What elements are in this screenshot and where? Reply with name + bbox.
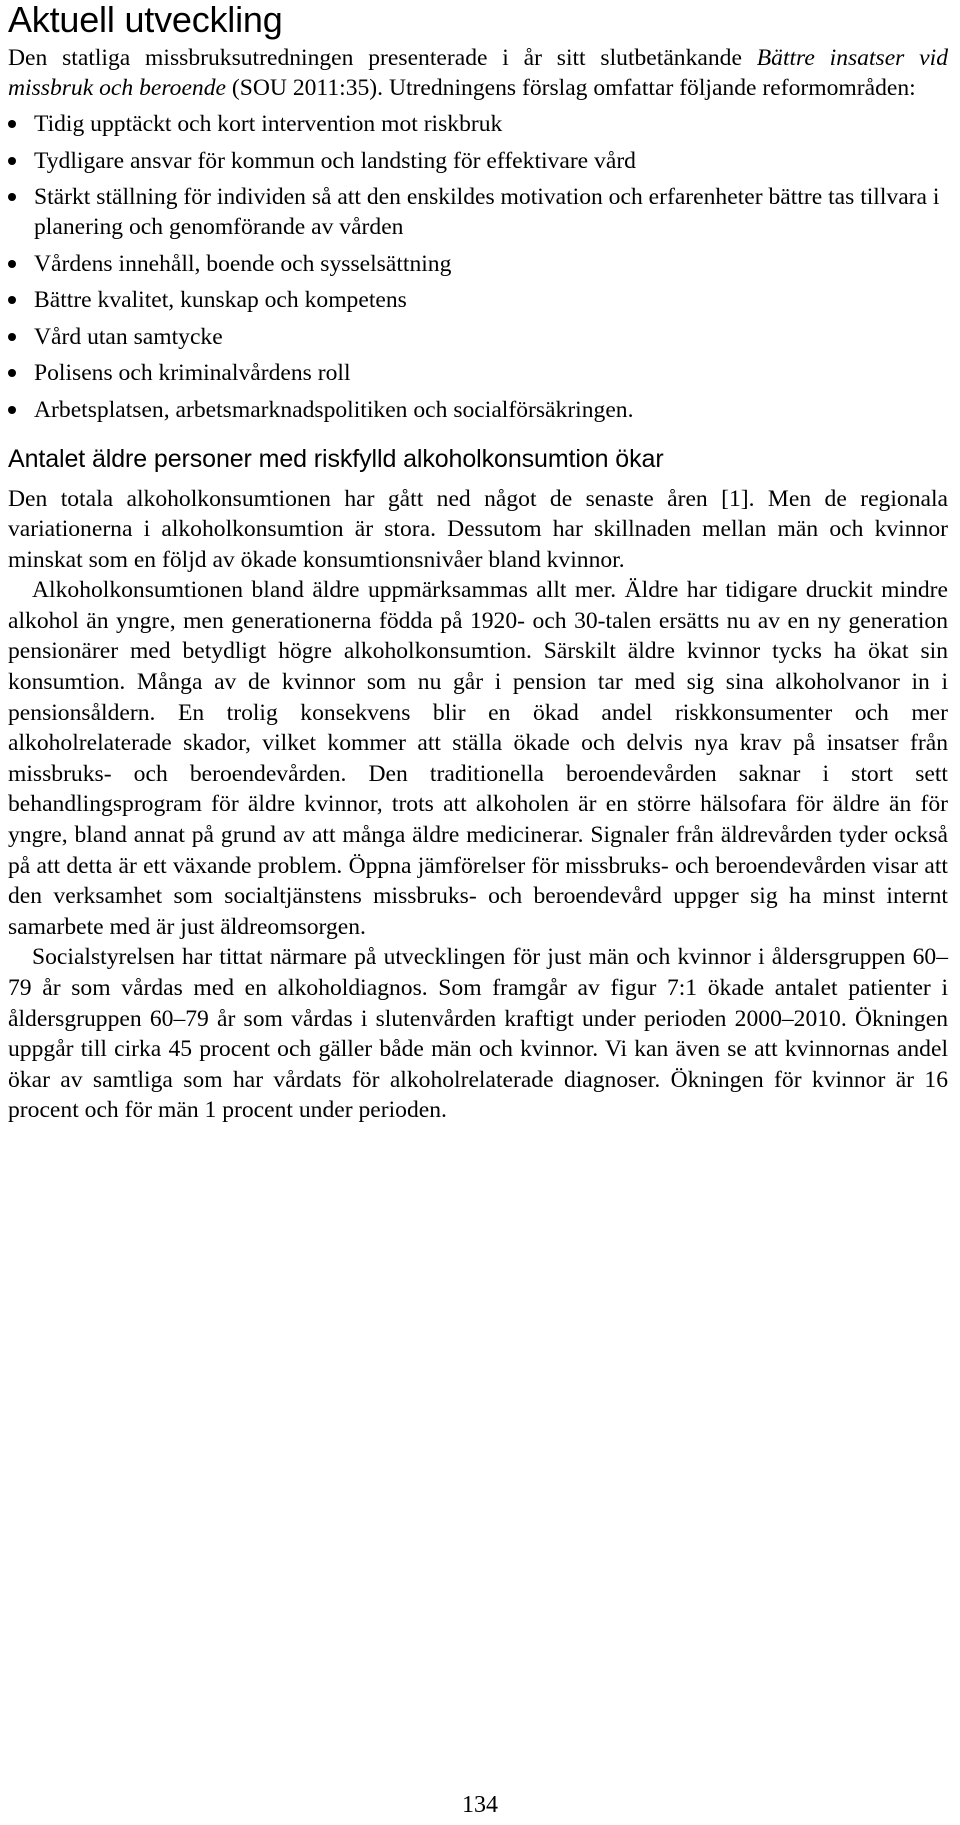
list-item (8, 285, 948, 315)
document-page (8, 0, 948, 1126)
list-item-text: Stärkt ställning för individen så att den enskildes motivation och erfarenheter bättre tas tillvara i planering och genomförande av vården (34, 184, 940, 240)
list-item-text: Polisens och kriminalvårdens roll (34, 360, 351, 386)
list-item (8, 358, 948, 388)
list-item-text: Bättre kvalitet, kunskap och kompetens (34, 287, 407, 313)
report-title: Bättre insatser vid missbruk och beroende (8, 45, 948, 101)
list-item-text: Arbetsplatsen, arbetsmarknadspolitiken och socialförsäkringen. (34, 396, 634, 423)
list-item (8, 249, 948, 279)
list-item (8, 322, 948, 352)
bullet-icon (8, 120, 16, 128)
intro-text-end: (SOU 2011:35). Utredningens förslag omfattar följande reformområden: (225, 75, 916, 101)
bullet-icon (8, 369, 16, 377)
list-item-text: Vårdens innehåll, boende och sysselsättning (34, 250, 452, 277)
list-item (8, 109, 948, 139)
page-number: 134 (462, 1792, 498, 1818)
intro-text-start: Den statliga missbruksutredningen presenterade i år sitt slutbetänkande (8, 45, 757, 71)
bullet-icon (8, 260, 16, 268)
list-item (8, 182, 948, 242)
body-paragraph-3: Socialstyrelsen har tittat närmare på utvecklingen för just män och kvinnor i åldersgruppen 60–79 år som vårdas med en alkoholdiagnos. Som framgår av figur 7:1 ökade antalet patienter i åldersgruppen 60–79 år som vårdas i slutenvården kraftigt under perioden 2000–2010. Ökningen uppgår till cirka 45 procent och gäller både män och kvinnor. Vi kan även se att kvinnornas andel ökar av samtliga som har vårdats för alkoholrelaterade diagnoser. Ökningen för kvinnor är 16 procent och för män 1 procent under perioden. (8, 944, 948, 1124)
bullet-icon (8, 406, 16, 414)
bullet-icon (8, 157, 16, 165)
list-item-text: Vård utan samtycke (34, 323, 223, 350)
body-paragraph-1: Den totala alkoholkonsumtionen har gått ned något de senaste åren [1]. Men de regionala variationerna i alkoholkonsumtion är stora. Dessutom har skillnaden mellan män och kvinnor minskat som en följd av ökade konsumtionsnivåer bland kvinnor. (8, 485, 948, 573)
bullet-icon (8, 296, 16, 304)
reform-areas-list (8, 109, 948, 425)
list-item-text: Tidig upptäckt och kort intervention mot riskbruk (34, 111, 503, 137)
bullet-icon (8, 333, 16, 341)
list-item (8, 146, 948, 176)
list-item-text: Tydligare ansvar för kommun och landsting för effektivare vård (34, 147, 636, 174)
list-item (8, 395, 948, 425)
section-title: Aktuell utveckling (8, 0, 283, 40)
subsection-title: Antalet äldre personer med riskfylld alkoholkonsumtion ökar (8, 444, 664, 473)
intro-paragraph (8, 43, 948, 103)
bullet-icon (8, 193, 16, 201)
body-paragraph-2: Alkoholkonsumtionen bland äldre uppmärksammas allt mer. Äldre har tidigare druckit mindre alkohol än yngre, men generationerna födda på 1920- och 30-talen ersätts nu av en ny generation pensionärer med betydligt högre alkoholkonsumtion. Särskilt äldre kvinnor tycks ha ökat sin konsumtion. Många av de kvinnor som nu går i pension tar med sig sina alkoholvanor in i pensionsåldern. En trolig konsekvens blir en ökad andel riskkonsumenter och mer alkoholrelaterade skador, vilket kommer att ställa ökade och delvis nya krav på insatser från missbruks- och beroendevården. Den traditionella beroendevården saknar i stort sett behandlingsprogram för äldre kvinnor, trots att alkoholen är en större hälsofara för äldre än för yngre, bland annat på grund av att många äldre medicinerar. Signaler från äldrevården tyder också på att detta är ett växande problem. Öppna jämförelser för missbruks- och beroendevården visar att den verksamhet som socialtjänstens missbruks- och beroendevård uppger sig ha minst internt samarbete med är just äldreomsorgen. (8, 577, 948, 940)
